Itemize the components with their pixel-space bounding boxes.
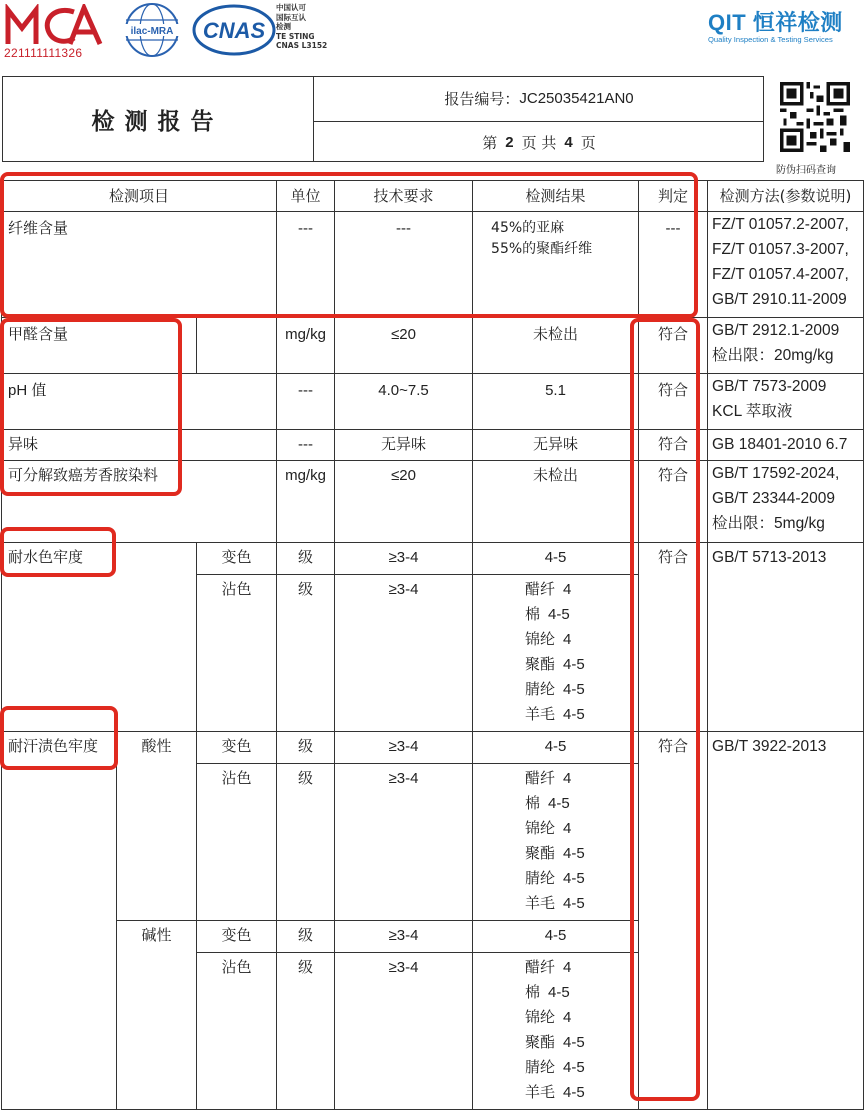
- water-stain-results: [473, 575, 639, 732]
- odor-judgement: 符合: [639, 430, 708, 461]
- cma-number: 221111111326: [4, 46, 83, 60]
- sweat-judgement: 符合: [639, 732, 708, 1110]
- ph-result: 5.1: [473, 374, 639, 430]
- ilac-mra-logo: [120, 2, 184, 58]
- ph-judgement: 符合: [639, 374, 708, 430]
- header-result: 检测结果: [473, 181, 639, 212]
- page-suffix: 页: [580, 133, 596, 152]
- stain-fiber: 棉: [525, 983, 541, 1001]
- stain-line: [473, 1030, 638, 1055]
- cnas-logo: [192, 4, 276, 56]
- report-number-label: 报告编号：: [444, 90, 520, 108]
- method-line: 检出限：20mg/kg: [712, 347, 834, 364]
- acid-stain-unit: 级: [277, 764, 335, 921]
- fiber-unit: ---: [277, 212, 335, 318]
- acid-stain-results: [473, 764, 639, 921]
- acid-stain-label: 沾色: [197, 764, 277, 921]
- item-azo: 可分解致癌芳香胺染料: [2, 461, 277, 543]
- method-line: GB/T 7573-2009: [712, 378, 827, 395]
- water-method: GB/T 5713-2013: [708, 543, 864, 732]
- header-method: 检测方法(参数说明): [708, 181, 864, 212]
- stain-fiber: 腈纶: [525, 680, 556, 698]
- stain-fiber: 锦纶: [525, 630, 556, 648]
- fiber-result-line: 55%的聚酯纤维: [491, 241, 593, 257]
- item-fiber: 纤维含量: [2, 212, 277, 318]
- alkali-stain-unit: 级: [277, 953, 335, 1110]
- ilac-logo-text: ilac-MRA: [130, 26, 174, 37]
- fiber-result-line: 45%的亚麻: [491, 220, 565, 236]
- stain-fiber: 锦纶: [525, 819, 556, 837]
- sweat-alkali-label: 碱性: [117, 921, 197, 1110]
- qr-code-icon[interactable]: [780, 82, 850, 152]
- method-line: FZ/T 01057.3-2007,: [712, 241, 849, 258]
- item-formaldehyde: 甲醛含量: [2, 318, 197, 374]
- water-change-label: 变色: [197, 543, 277, 575]
- alkali-stain-results: [473, 953, 639, 1110]
- report-title: 检测报告: [2, 76, 314, 162]
- stain-line: [473, 1005, 638, 1030]
- item-odor: 异味: [2, 430, 277, 461]
- stain-fiber: 锦纶: [525, 1008, 556, 1026]
- water-stain-label: 沾色: [197, 575, 277, 732]
- water-stain-unit: 级: [277, 575, 335, 732]
- fiber-result: [473, 212, 639, 318]
- odor-method: GB 18401-2010 6.7: [708, 430, 864, 461]
- water-change-result: 4-5: [473, 543, 639, 575]
- azo-unit: mg/kg: [277, 461, 335, 543]
- stain-line: [473, 1080, 638, 1105]
- header-item: 检测项目: [2, 181, 277, 212]
- stain-fiber: 棉: [525, 794, 541, 812]
- item-water-fastness: 耐水色牢度: [2, 543, 197, 732]
- stain-fiber: 聚酯: [525, 1033, 556, 1051]
- stain-grade: 4-5: [548, 984, 570, 1001]
- azo-requirement: ≤20: [335, 461, 473, 543]
- water-change-req: ≥3-4: [335, 543, 473, 575]
- stain-line: [473, 702, 638, 727]
- formaldehyde-requirement: ≤20: [335, 318, 473, 374]
- stain-line: [473, 677, 638, 702]
- table-row: [2, 374, 864, 430]
- odor-result: 无异味: [473, 430, 639, 461]
- report-number-value: JC25035421AN0: [519, 90, 634, 107]
- fiber-requirement: ---: [335, 212, 473, 318]
- header-judgement: 判定: [639, 181, 708, 212]
- company-brand: QIT: [708, 10, 747, 35]
- formaldehyde-result: 未检出: [473, 318, 639, 374]
- stain-line: [473, 577, 638, 602]
- alkali-stain-label: 沾色: [197, 953, 277, 1110]
- cnas-logo-text: CNAS: [202, 18, 266, 43]
- stain-line: [473, 891, 638, 916]
- formaldehyde-judgement: 符合: [639, 318, 708, 374]
- stain-grade: 4: [563, 581, 572, 598]
- stain-grade: 4-5: [563, 845, 585, 862]
- stain-grade: 4-5: [548, 795, 570, 812]
- fiber-judgement: ---: [639, 212, 708, 318]
- stain-grade: 4: [563, 1009, 572, 1026]
- page-prefix: 第: [482, 133, 498, 152]
- acid-change-unit: 级: [277, 732, 335, 764]
- acid-stain-req: ≥3-4: [335, 764, 473, 921]
- stain-line: [473, 866, 638, 891]
- alkali-change-result: 4-5: [473, 921, 639, 953]
- stain-line: [473, 1055, 638, 1080]
- stain-fiber: 醋纤: [525, 769, 556, 787]
- ph-requirement: 4.0~7.5: [335, 374, 473, 430]
- table-row: [2, 212, 864, 318]
- sweat-method: GB/T 3922-2013: [708, 732, 864, 1110]
- stain-grade: 4-5: [563, 1034, 585, 1051]
- stain-line: [473, 627, 638, 652]
- qr-caption: 防伪扫码查询: [776, 165, 836, 176]
- company-name: 恒祥检测: [752, 10, 843, 35]
- stain-fiber: 醋纤: [525, 958, 556, 976]
- page-mid: 页 共: [521, 133, 557, 152]
- water-judgement: 符合: [639, 543, 708, 732]
- alkali-change-unit: 级: [277, 921, 335, 953]
- table-row: [2, 461, 864, 543]
- stain-grade: 4: [563, 959, 572, 976]
- stain-fiber: 羊毛: [525, 1083, 556, 1101]
- blank-cell: [197, 318, 277, 374]
- table-row: [2, 318, 864, 374]
- header-requirement: 技术要求: [335, 181, 473, 212]
- method-line: GB/T 23344-2009: [712, 490, 835, 507]
- stain-grade: 4-5: [563, 895, 585, 912]
- stain-line: [473, 980, 638, 1005]
- method-line: 检出限：5mg/kg: [712, 515, 825, 532]
- water-stain-req: ≥3-4: [335, 575, 473, 732]
- azo-result: 未检出: [473, 461, 639, 543]
- alkali-change-label: 变色: [197, 921, 277, 953]
- method-line: KCL 萃取液: [712, 403, 793, 420]
- table-row: [2, 430, 864, 461]
- method-line: FZ/T 01057.4-2007,: [712, 266, 849, 283]
- ph-unit: ---: [277, 374, 335, 430]
- cnas-caption: 中国认可 国际互认 检测 TE STING CNAS L3152: [276, 3, 328, 51]
- stain-grade: 4-5: [563, 870, 585, 887]
- stain-grade: 4-5: [563, 1084, 585, 1101]
- stain-fiber: 棉: [525, 605, 541, 623]
- stain-line: [473, 766, 638, 791]
- method-line: GB/T 17592-2024,: [712, 465, 840, 482]
- stain-fiber: 腈纶: [525, 869, 556, 887]
- azo-judgement: 符合: [639, 461, 708, 543]
- table-header-row: [2, 181, 864, 212]
- company-slogan: Quality Inspection & Testing Services: [708, 35, 833, 44]
- alkali-stain-req: ≥3-4: [335, 953, 473, 1110]
- stain-grade: 4-5: [563, 656, 585, 673]
- stain-line: [473, 791, 638, 816]
- odor-unit: ---: [277, 430, 335, 461]
- page-current: 2: [505, 133, 514, 151]
- company-logo: [708, 6, 843, 44]
- method-line: FZ/T 01057.2-2007,: [712, 216, 849, 233]
- page-total: 4: [564, 133, 573, 151]
- stain-line: [473, 602, 638, 627]
- method-line: GB/T 2912.1-2009: [712, 322, 840, 339]
- stain-grade: 4-5: [563, 1059, 585, 1076]
- stain-grade: 4-5: [548, 606, 570, 623]
- stain-grade: 4: [563, 770, 572, 787]
- test-results-table: [1, 180, 864, 1110]
- stain-fiber: 羊毛: [525, 705, 556, 723]
- water-change-unit: 级: [277, 543, 335, 575]
- stain-grade: 4-5: [563, 681, 585, 698]
- acid-change-req: ≥3-4: [335, 732, 473, 764]
- formaldehyde-method: [708, 318, 864, 374]
- stain-fiber: 羊毛: [525, 894, 556, 912]
- report-number: [314, 76, 764, 122]
- stain-line: [473, 955, 638, 980]
- stain-grade: 4-5: [563, 706, 585, 723]
- method-line: GB/T 2910.11-2009: [712, 291, 847, 308]
- stain-grade: 4: [563, 820, 572, 837]
- stain-grade: 4: [563, 631, 572, 648]
- stain-fiber: 聚酯: [525, 655, 556, 673]
- stain-line: [473, 816, 638, 841]
- ph-method: [708, 374, 864, 430]
- acid-change-result: 4-5: [473, 732, 639, 764]
- table-row: [2, 543, 864, 575]
- formaldehyde-unit: mg/kg: [277, 318, 335, 374]
- page-indicator: [314, 122, 764, 162]
- item-sweat-fastness: 耐汗渍色牢度: [2, 732, 117, 1110]
- sweat-acid-label: 酸性: [117, 732, 197, 921]
- stain-fiber: 聚酯: [525, 844, 556, 862]
- fiber-method: [708, 212, 864, 318]
- stain-line: [473, 652, 638, 677]
- header-unit: 单位: [277, 181, 335, 212]
- table-row: [2, 732, 864, 764]
- stain-fiber: 醋纤: [525, 580, 556, 598]
- odor-requirement: 无异味: [335, 430, 473, 461]
- stain-fiber: 腈纶: [525, 1058, 556, 1076]
- alkali-change-req: ≥3-4: [335, 921, 473, 953]
- acid-change-label: 变色: [197, 732, 277, 764]
- azo-method: [708, 461, 864, 543]
- stain-line: [473, 841, 638, 866]
- item-ph: pH 值: [2, 374, 277, 430]
